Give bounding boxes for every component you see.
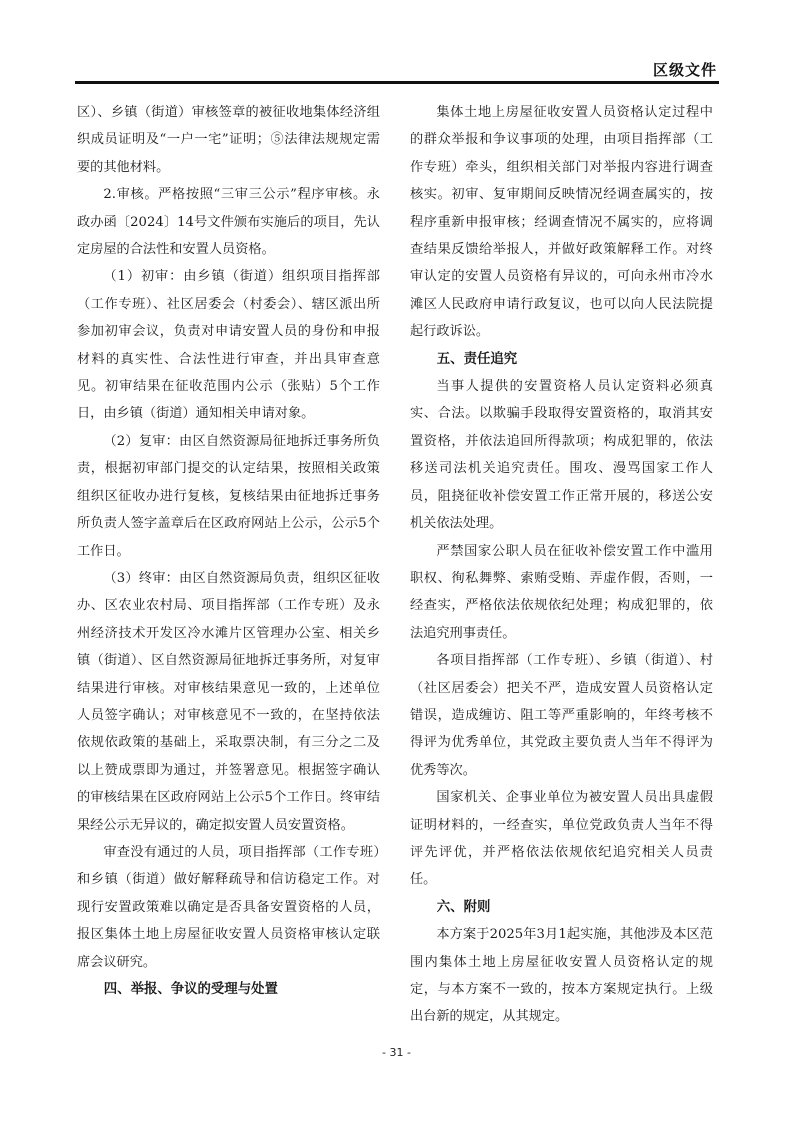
paragraph-second-review: （2）复审：由区自然资源局征地拆迁事务所负责，根据初审部门提交的认定结果，按照相关政策组织区征收办进行复核，复核结果由征地拆迁事务所负责人签字盖章后在区政府网站上公示，公示5个工作日。 bbox=[77, 433, 380, 559]
paragraph-materials-continued: 区）、乡镇（街道）审核签章的被征收地集体经济组织成员证明及“一户一宅”证明；⑤法律法规规定需要的其他材料。 bbox=[77, 105, 380, 175]
paragraph-effective-date: 本方案于2025年3月1起实施，其他涉及本区范围内集体土地上房屋征收安置人员资格认定的规定，与本方案不一致的，按本方案规定执行。上级出台新的规定，从其规定。 bbox=[410, 927, 713, 1025]
paragraph-official-misconduct: 严禁国家公职人员在征收补偿安置工作中滥用职权、徇私舞弊、索贿受贿、弄虚作假，否则，一经查实，严格依法依规依纪处理；构成犯罪的，依法追究刑事责任。 bbox=[410, 543, 713, 641]
section-heading-accountability: 五、责任追究 bbox=[436, 351, 518, 367]
paragraph-initial-review: （1）初审：由乡镇（街道）组织项目指挥部（工作专班）、社区居委会（村委会）、辖区派出所参加初审会议，负责对申请安置人员的身份和申报材料的真实性、合法性进行审查，并出具审查意见。初审结果在征收范围内公示（张贴）5个工作日，由乡镇（街道）通知相关申请对象。 bbox=[77, 269, 380, 422]
left-column bbox=[77, 99, 380, 1003]
paragraph-failed-review: 审查没有通过的人员，项目指挥部（工作专班）和乡镇（街道）做好解释疏导和信访稳定工作。对现行安置政策难以确定是否具备安置资格的人员，报区集体土地上房屋征收安置人员资格审核认定联席会议研究。 bbox=[77, 844, 380, 970]
paragraph-applicant-fraud: 当事人提供的安置资格人员认定资料必须真实、合法。以欺骗手段取得安置资格的，取消其安置资格，并依法追回所得款项；构成犯罪的，依法移送司法机关追究责任。围攻、漫骂国家工作人员，阻挠征收补偿安置工作正常开展的，移送公安机关依法处理。 bbox=[410, 379, 713, 532]
paragraph-final-review: （3）终审：由区自然资源局负责，组织区征收办、区农业农村局、项目指挥部（工作专班）及永州经济技术开发区冷水滩片区管理办公室、相关乡镇（街道）、区自然资源局征地拆迁事务所，对复审结果进行审核。对审核结果意见一致的，上述单位人员签字确认；对审核意见不一致的，在坚持依法依规依政策的基础上，采取票决制，有三分之二及以上赞成票即为通过，并签署意见。根据签字确认的审核结果在区政府网站上公示5个工作日。终审结果经公示无异议的，确定拟安置人员安置资格。 bbox=[77, 570, 380, 833]
paragraph-unit-negligence: 各项目指挥部（工作专班）、乡镇（街道）、村（社区居委会）把关不严，造成安置人员资格认定错误，造成缠访、阻工等严重影响的，年终考核不得评为优秀单位，其党政主要负责人当年不得评为优秀等次。 bbox=[410, 653, 713, 778]
paragraph-dispute-handling: 集体土地上房屋征收安置人员资格认定过程中的群众举报和争议事项的处理，由项目指挥部（工作专班）牵头，组织相关部门对举报内容进行调查核实。初审、复审期间反映情况经调查属实的，按程序重新申报审核；经调查情况不属实的，应将调查结果反馈给举报人，并做好政策解释工作。对终审认定的安置人员资格有异议的，可向永州市冷水滩区人民政府申请行政复议，也可以向人民法院提起行政诉讼。 bbox=[410, 105, 713, 340]
page-number: - 31 - bbox=[382, 1046, 411, 1059]
paragraph-review-process: 2.审核。严格按照“三审三公示”程序审核。永政办函〔2024〕14号文件颁布实施后的项目，先认定房屋的合法性和安置人员资格。 bbox=[77, 187, 380, 258]
section-heading-reports-disputes: 四、举报、争议的受理与处置 bbox=[103, 982, 278, 997]
section-heading-supplementary: 六、附则 bbox=[436, 899, 491, 915]
right-column bbox=[410, 99, 713, 1031]
document-category-label: 区级文件 bbox=[652, 61, 717, 79]
header-rule bbox=[75, 81, 719, 84]
paragraph-false-certificates: 国家机关、企事业单位为被安置人员出具虚假证明材料的，一经查实，单位党政负责人当年不得评先评优，并严格依法依规依纪追究相关人员责任。 bbox=[410, 790, 713, 888]
